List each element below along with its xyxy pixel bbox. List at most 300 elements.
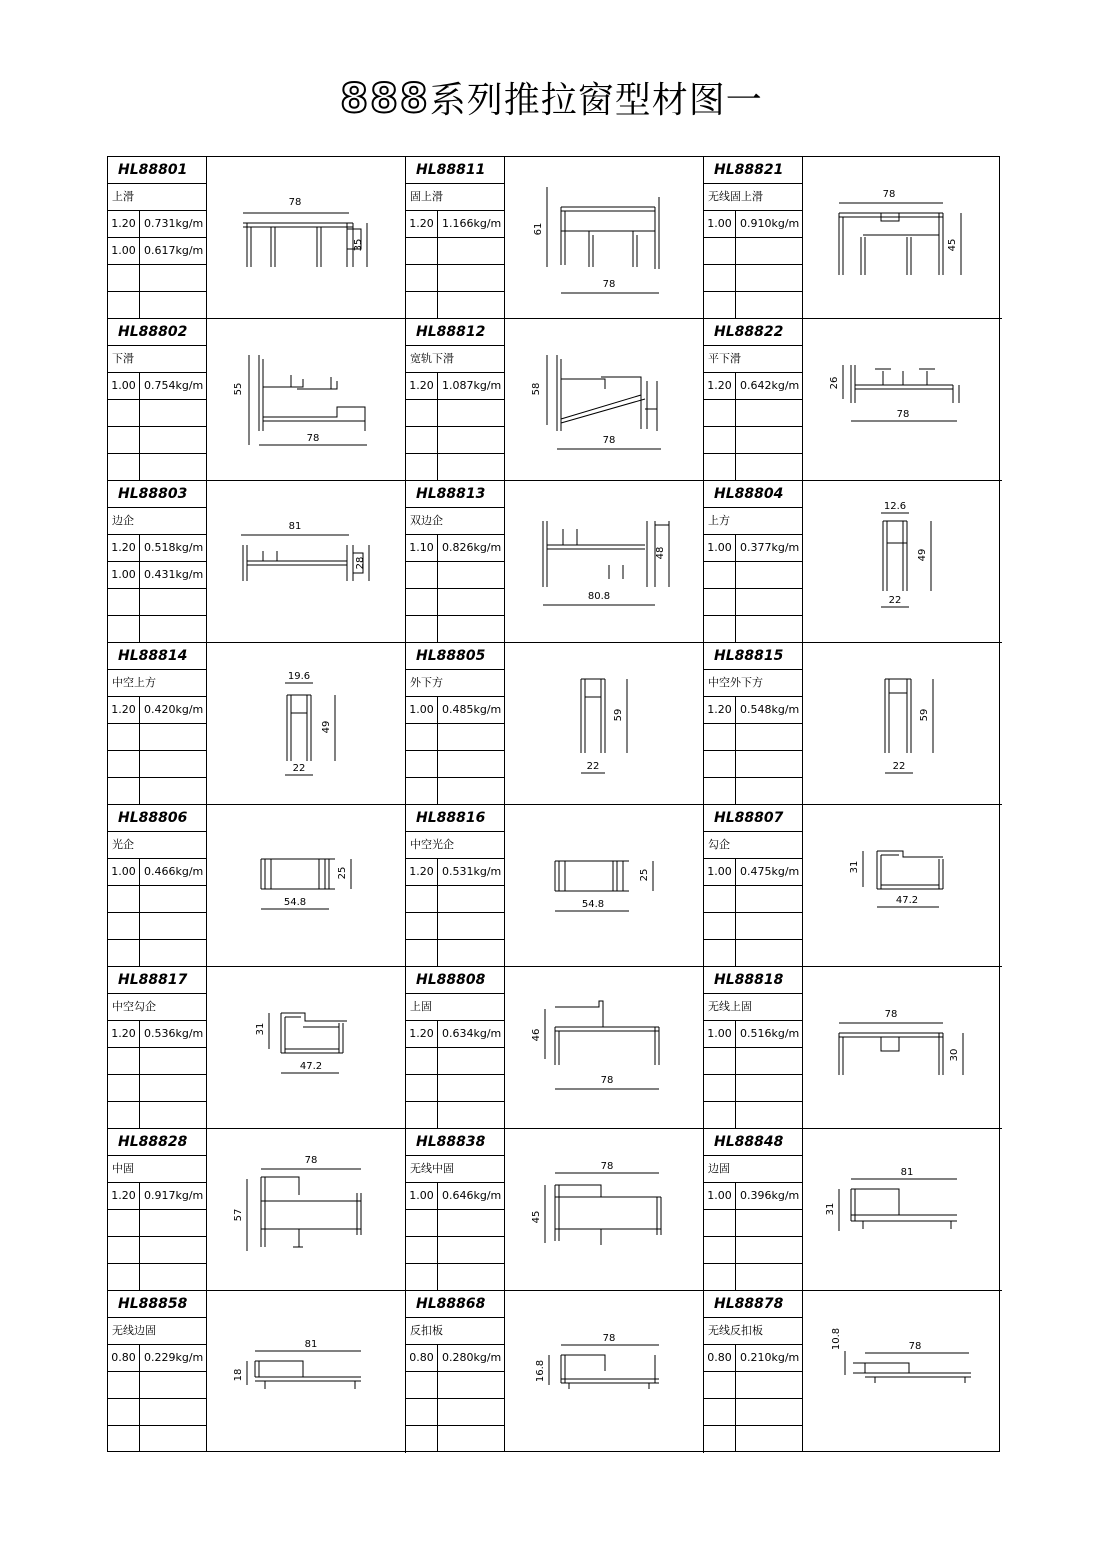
wall-thickness — [108, 589, 140, 615]
wall-thickness — [406, 589, 438, 615]
spec-row — [704, 562, 802, 589]
profile-cell — [406, 643, 704, 805]
wall-thickness: 1.00 — [704, 1183, 736, 1209]
dimension-label: 58 — [531, 382, 542, 396]
wall-thickness: 1.00 — [108, 373, 140, 399]
dimension-label: 78 — [288, 197, 302, 208]
wall-thickness — [704, 292, 736, 318]
profile-code: HL88828 — [108, 1129, 206, 1156]
profile-info — [704, 157, 803, 318]
wall-thickness — [108, 886, 140, 912]
profile-code: HL88812 — [406, 319, 504, 346]
wall-thickness — [108, 616, 140, 642]
profile-name: 宽轨下滑 — [406, 346, 504, 373]
wall-thickness — [108, 940, 140, 966]
profile-info — [108, 967, 207, 1128]
dimension-label: 59 — [613, 708, 624, 722]
profile-cell — [108, 1291, 406, 1453]
wall-thickness — [406, 427, 438, 453]
wall-thickness — [108, 1210, 140, 1236]
spec-row — [704, 1048, 802, 1075]
profile-section-drawing — [803, 319, 1001, 480]
dimension-label: 46 — [531, 1028, 542, 1042]
spec-row — [108, 211, 206, 238]
spec-row — [108, 265, 206, 292]
wall-thickness — [108, 1264, 140, 1290]
unit-weight: 0.754kg/m — [144, 379, 204, 392]
wall-thickness: 1.20 — [704, 373, 736, 399]
profile-name: 无线固上滑 — [704, 184, 802, 211]
profile-outline — [555, 1185, 661, 1245]
wall-thickness — [108, 913, 140, 939]
spec-row — [704, 238, 802, 265]
profile-outline — [259, 355, 365, 431]
profile-name: 勾企 — [704, 832, 802, 859]
spec-row — [704, 1021, 802, 1048]
profile-section-drawing — [803, 481, 1001, 642]
unit-weight: 0.642kg/m — [740, 379, 800, 392]
profile-cell — [406, 967, 704, 1129]
spec-row — [406, 562, 504, 589]
profile-info — [406, 1129, 505, 1290]
unit-weight: 0.518kg/m — [144, 541, 204, 554]
wall-thickness — [108, 292, 140, 318]
dimension-label: 16.8 — [535, 1359, 546, 1383]
profile-outline — [581, 679, 605, 753]
profile-info — [704, 1129, 803, 1290]
profile-cell — [108, 805, 406, 967]
profile-cell — [406, 157, 704, 319]
wall-thickness — [704, 1264, 736, 1290]
wall-thickness — [406, 724, 438, 750]
wall-thickness — [406, 886, 438, 912]
dimension-label: 31 — [849, 860, 860, 874]
wall-thickness — [406, 1075, 438, 1101]
wall-thickness — [704, 1075, 736, 1101]
wall-thickness — [108, 1426, 140, 1452]
dimension-label: 81 — [288, 521, 302, 532]
spec-row — [406, 751, 504, 778]
profile-section-drawing — [207, 643, 405, 804]
dimension-label: 54.8 — [283, 897, 307, 908]
wall-thickness: 0.80 — [406, 1345, 438, 1371]
spec-row — [108, 1021, 206, 1048]
unit-weight: 0.466kg/m — [144, 865, 204, 878]
profile-section-drawing — [803, 157, 1001, 318]
profile-cell — [108, 481, 406, 643]
wall-thickness: 1.00 — [406, 1183, 438, 1209]
profile-outline — [557, 355, 657, 431]
spec-row — [704, 454, 802, 480]
spec-row — [108, 454, 206, 480]
spec-row — [406, 913, 504, 940]
profile-outline — [243, 223, 353, 267]
wall-thickness — [704, 427, 736, 453]
profile-section-drawing — [505, 157, 703, 318]
profile-info — [108, 1291, 207, 1452]
profile-outline — [561, 1355, 659, 1389]
spec-row — [406, 778, 504, 804]
dimension-label: 57 — [233, 1208, 244, 1222]
wall-thickness — [704, 1237, 736, 1263]
dimension-label: 22 — [586, 761, 600, 772]
profile-section-drawing — [803, 967, 1001, 1128]
wall-thickness — [406, 913, 438, 939]
unit-weight: 0.731kg/m — [144, 217, 204, 230]
profile-cell — [704, 967, 1002, 1129]
dimension-label: 80.8 — [587, 591, 611, 602]
wall-thickness — [406, 1210, 438, 1236]
unit-weight: 0.377kg/m — [740, 541, 800, 554]
spec-row — [406, 1426, 504, 1452]
profile-cell — [108, 1129, 406, 1291]
wall-thickness — [406, 400, 438, 426]
spec-row — [704, 859, 802, 886]
dimension-label: 81 — [304, 1339, 318, 1350]
profile-code: HL88838 — [406, 1129, 504, 1156]
profile-info — [108, 319, 207, 480]
profile-outline — [261, 859, 335, 889]
profile-code: HL88801 — [108, 157, 206, 184]
profile-name: 下滑 — [108, 346, 206, 373]
profile-code: HL88848 — [704, 1129, 802, 1156]
dimension-label: 78 — [304, 1155, 318, 1166]
dimension-label: 47.2 — [895, 895, 919, 906]
profile-code: HL88813 — [406, 481, 504, 508]
profile-info — [108, 481, 207, 642]
profile-section-drawing — [207, 967, 405, 1128]
wall-thickness: 1.20 — [406, 1021, 438, 1047]
wall-thickness — [704, 1048, 736, 1074]
spec-row — [108, 697, 206, 724]
spec-row — [704, 211, 802, 238]
profile-name: 中空上方 — [108, 670, 206, 697]
dimension-label: 49 — [321, 720, 332, 734]
spec-row — [108, 562, 206, 589]
profile-section-drawing — [803, 643, 1001, 804]
profile-info — [704, 319, 803, 480]
spec-row — [108, 859, 206, 886]
unit-weight: 0.634kg/m — [442, 1027, 502, 1040]
profile-section-drawing — [505, 319, 703, 480]
dimension-label: 78 — [884, 1009, 898, 1020]
spec-row — [406, 1210, 504, 1237]
profile-cell — [704, 1129, 1002, 1291]
profile-info — [406, 319, 505, 480]
profile-info — [108, 157, 207, 318]
spec-row — [108, 427, 206, 454]
spec-row — [108, 373, 206, 400]
profile-outline — [281, 1013, 347, 1053]
dimension-label: 78 — [882, 189, 896, 200]
spec-row — [108, 1237, 206, 1264]
spec-row — [406, 400, 504, 427]
spec-row — [406, 454, 504, 480]
profile-name: 平下滑 — [704, 346, 802, 373]
profile-cell — [108, 967, 406, 1129]
unit-weight: 0.280kg/m — [442, 1351, 502, 1364]
profile-cell — [704, 643, 1002, 805]
spec-row — [406, 589, 504, 616]
profile-outline — [555, 1001, 659, 1065]
dimension-label: 45 — [947, 238, 958, 252]
profile-name: 无线边固 — [108, 1318, 206, 1345]
profile-name: 固上滑 — [406, 184, 504, 211]
dimension-label: 22 — [888, 595, 902, 606]
profile-section-drawing — [207, 157, 405, 318]
wall-thickness — [108, 751, 140, 777]
spec-row — [406, 535, 504, 562]
profile-code: HL88815 — [704, 643, 802, 670]
profile-cell — [108, 157, 406, 319]
profile-section-drawing — [505, 1291, 703, 1452]
spec-row — [108, 1345, 206, 1372]
spec-row — [406, 697, 504, 724]
profile-section-drawing — [803, 1291, 1001, 1452]
spec-row — [406, 1345, 504, 1372]
spec-row — [406, 1075, 504, 1102]
wall-thickness: 1.00 — [704, 535, 736, 561]
profile-info — [704, 481, 803, 642]
wall-thickness: 1.00 — [108, 859, 140, 885]
dimension-label: 78 — [600, 1161, 614, 1172]
spec-row — [108, 1048, 206, 1075]
wall-thickness: 1.00 — [704, 859, 736, 885]
profile-code: HL88803 — [108, 481, 206, 508]
profile-name: 无线上固 — [704, 994, 802, 1021]
unit-weight: 0.396kg/m — [740, 1189, 800, 1202]
spec-row — [108, 238, 206, 265]
profile-section-drawing — [505, 967, 703, 1128]
wall-thickness — [406, 940, 438, 966]
profile-name: 反扣板 — [406, 1318, 504, 1345]
dimension-label: 78 — [602, 435, 616, 446]
spec-row — [704, 400, 802, 427]
dimension-label: 31 — [825, 1202, 836, 1216]
wall-thickness — [108, 454, 140, 480]
profile-code: HL88822 — [704, 319, 802, 346]
profile-code: HL88814 — [108, 643, 206, 670]
spec-row — [108, 1264, 206, 1290]
spec-row — [704, 1210, 802, 1237]
unit-weight: 0.431kg/m — [144, 568, 204, 581]
spec-row — [704, 589, 802, 616]
spec-row — [108, 913, 206, 940]
wall-thickness: 1.00 — [406, 697, 438, 723]
profile-name: 外下方 — [406, 670, 504, 697]
spec-row — [108, 400, 206, 427]
profile-outline — [851, 1189, 957, 1229]
wall-thickness — [406, 265, 438, 291]
profile-outline — [543, 521, 669, 587]
wall-thickness — [406, 751, 438, 777]
spec-row — [406, 1021, 504, 1048]
dimension-label: 35 — [353, 238, 364, 252]
profile-code: HL88807 — [704, 805, 802, 832]
spec-row — [406, 859, 504, 886]
wall-thickness: 1.20 — [108, 697, 140, 723]
profile-name: 中空勾企 — [108, 994, 206, 1021]
profile-info — [108, 1129, 207, 1290]
wall-thickness — [704, 562, 736, 588]
spec-row — [704, 1183, 802, 1210]
page-title — [0, 76, 1103, 124]
wall-thickness — [406, 292, 438, 318]
wall-thickness — [704, 238, 736, 264]
profile-outline — [243, 545, 363, 581]
spec-row — [704, 697, 802, 724]
wall-thickness — [406, 562, 438, 588]
unit-weight: 0.646kg/m — [442, 1189, 502, 1202]
profile-code: HL88808 — [406, 967, 504, 994]
spec-row — [704, 535, 802, 562]
dimension-label: 55 — [233, 382, 244, 396]
wall-thickness — [406, 1372, 438, 1398]
wall-thickness — [406, 1264, 438, 1290]
spec-row — [704, 1345, 802, 1372]
spec-row — [704, 616, 802, 642]
wall-thickness — [704, 940, 736, 966]
profile-outline — [255, 1361, 361, 1389]
profile-outline — [851, 365, 959, 403]
wall-thickness — [108, 724, 140, 750]
spec-row — [108, 535, 206, 562]
wall-thickness — [406, 1399, 438, 1425]
spec-row — [108, 589, 206, 616]
unit-weight: 0.210kg/m — [740, 1351, 800, 1364]
spec-row — [406, 886, 504, 913]
wall-thickness: 1.20 — [108, 1183, 140, 1209]
wall-thickness — [406, 454, 438, 480]
unit-weight: 1.166kg/m — [442, 217, 502, 230]
profile-section-drawing — [505, 1129, 703, 1290]
spec-row — [406, 292, 504, 318]
profile-name: 中空外下方 — [704, 670, 802, 697]
profile-grid — [107, 156, 1000, 1452]
dimension-label: 54.8 — [581, 899, 605, 910]
profile-cell — [406, 1291, 704, 1453]
spec-row — [108, 1372, 206, 1399]
profile-info — [704, 805, 803, 966]
wall-thickness: 1.20 — [406, 211, 438, 237]
wall-thickness — [704, 1372, 736, 1398]
unit-weight: 0.917kg/m — [144, 1189, 204, 1202]
dimension-label: 30 — [949, 1048, 960, 1062]
spec-row — [108, 751, 206, 778]
wall-thickness — [704, 778, 736, 804]
profile-code: HL88804 — [704, 481, 802, 508]
spec-row — [108, 940, 206, 966]
profile-name: 边企 — [108, 508, 206, 535]
profile-section-drawing — [505, 805, 703, 966]
spec-row — [108, 778, 206, 804]
profile-outline — [853, 1363, 971, 1383]
spec-row — [108, 1102, 206, 1128]
spec-row — [406, 265, 504, 292]
profile-section-drawing — [207, 1291, 405, 1452]
spec-row — [704, 427, 802, 454]
unit-weight: 0.475kg/m — [740, 865, 800, 878]
wall-thickness — [108, 400, 140, 426]
spec-row — [406, 238, 504, 265]
spec-row — [406, 1048, 504, 1075]
profile-outline — [287, 695, 311, 761]
wall-thickness: 1.20 — [704, 697, 736, 723]
dimension-label: 22 — [892, 761, 906, 772]
spec-row — [704, 1426, 802, 1452]
spec-row — [108, 1183, 206, 1210]
wall-thickness — [704, 913, 736, 939]
wall-thickness — [406, 1426, 438, 1452]
wall-thickness: 1.00 — [704, 211, 736, 237]
dimension-label: 19.6 — [287, 671, 311, 682]
dimension-label: 25 — [337, 866, 348, 880]
profile-code: HL88802 — [108, 319, 206, 346]
unit-weight: 0.485kg/m — [442, 703, 502, 716]
profile-name: 光企 — [108, 832, 206, 859]
profile-cell — [406, 1129, 704, 1291]
dimension-label: 78 — [602, 1333, 616, 1344]
spec-row — [406, 1372, 504, 1399]
profile-name: 中固 — [108, 1156, 206, 1183]
profile-info — [406, 1291, 505, 1452]
dimension-label: 78 — [600, 1075, 614, 1086]
unit-weight: 0.531kg/m — [442, 865, 502, 878]
wall-thickness: 1.20 — [406, 859, 438, 885]
spec-row — [108, 1426, 206, 1452]
spec-row — [406, 373, 504, 400]
profile-name: 无线反扣板 — [704, 1318, 802, 1345]
title-series-number: 888 — [340, 76, 430, 122]
dimension-label: 49 — [917, 548, 928, 562]
dimension-label: 78 — [896, 409, 910, 420]
wall-thickness — [406, 778, 438, 804]
wall-thickness: 1.00 — [108, 238, 140, 264]
dimension-label: 25 — [639, 868, 650, 882]
profile-outline — [561, 197, 659, 269]
profile-name: 双边企 — [406, 508, 504, 535]
profile-cell — [406, 481, 704, 643]
profile-info — [406, 157, 505, 318]
profile-code: HL88858 — [108, 1291, 206, 1318]
profile-section-drawing — [505, 643, 703, 804]
spec-row — [704, 940, 802, 966]
profile-code: HL88816 — [406, 805, 504, 832]
title-text: 系列推拉窗型材图一 — [429, 80, 763, 121]
profile-outline — [261, 1177, 361, 1247]
spec-row — [704, 1372, 802, 1399]
wall-thickness — [108, 1372, 140, 1398]
spec-row — [108, 886, 206, 913]
profile-section-drawing — [207, 1129, 405, 1290]
profile-outline — [883, 521, 907, 591]
profile-name: 边固 — [704, 1156, 802, 1183]
spec-row — [406, 1183, 504, 1210]
wall-thickness: 1.00 — [704, 1021, 736, 1047]
wall-thickness — [406, 1237, 438, 1263]
spec-row — [704, 724, 802, 751]
spec-row — [406, 940, 504, 966]
profile-cell — [704, 1291, 1002, 1453]
profile-section-drawing — [207, 481, 405, 642]
unit-weight: 1.087kg/m — [442, 379, 502, 392]
profile-outline — [877, 851, 943, 889]
profile-code: HL88818 — [704, 967, 802, 994]
unit-weight: 0.617kg/m — [144, 244, 204, 257]
profile-info — [406, 643, 505, 804]
wall-thickness — [406, 1102, 438, 1128]
profile-outline — [839, 1033, 943, 1075]
